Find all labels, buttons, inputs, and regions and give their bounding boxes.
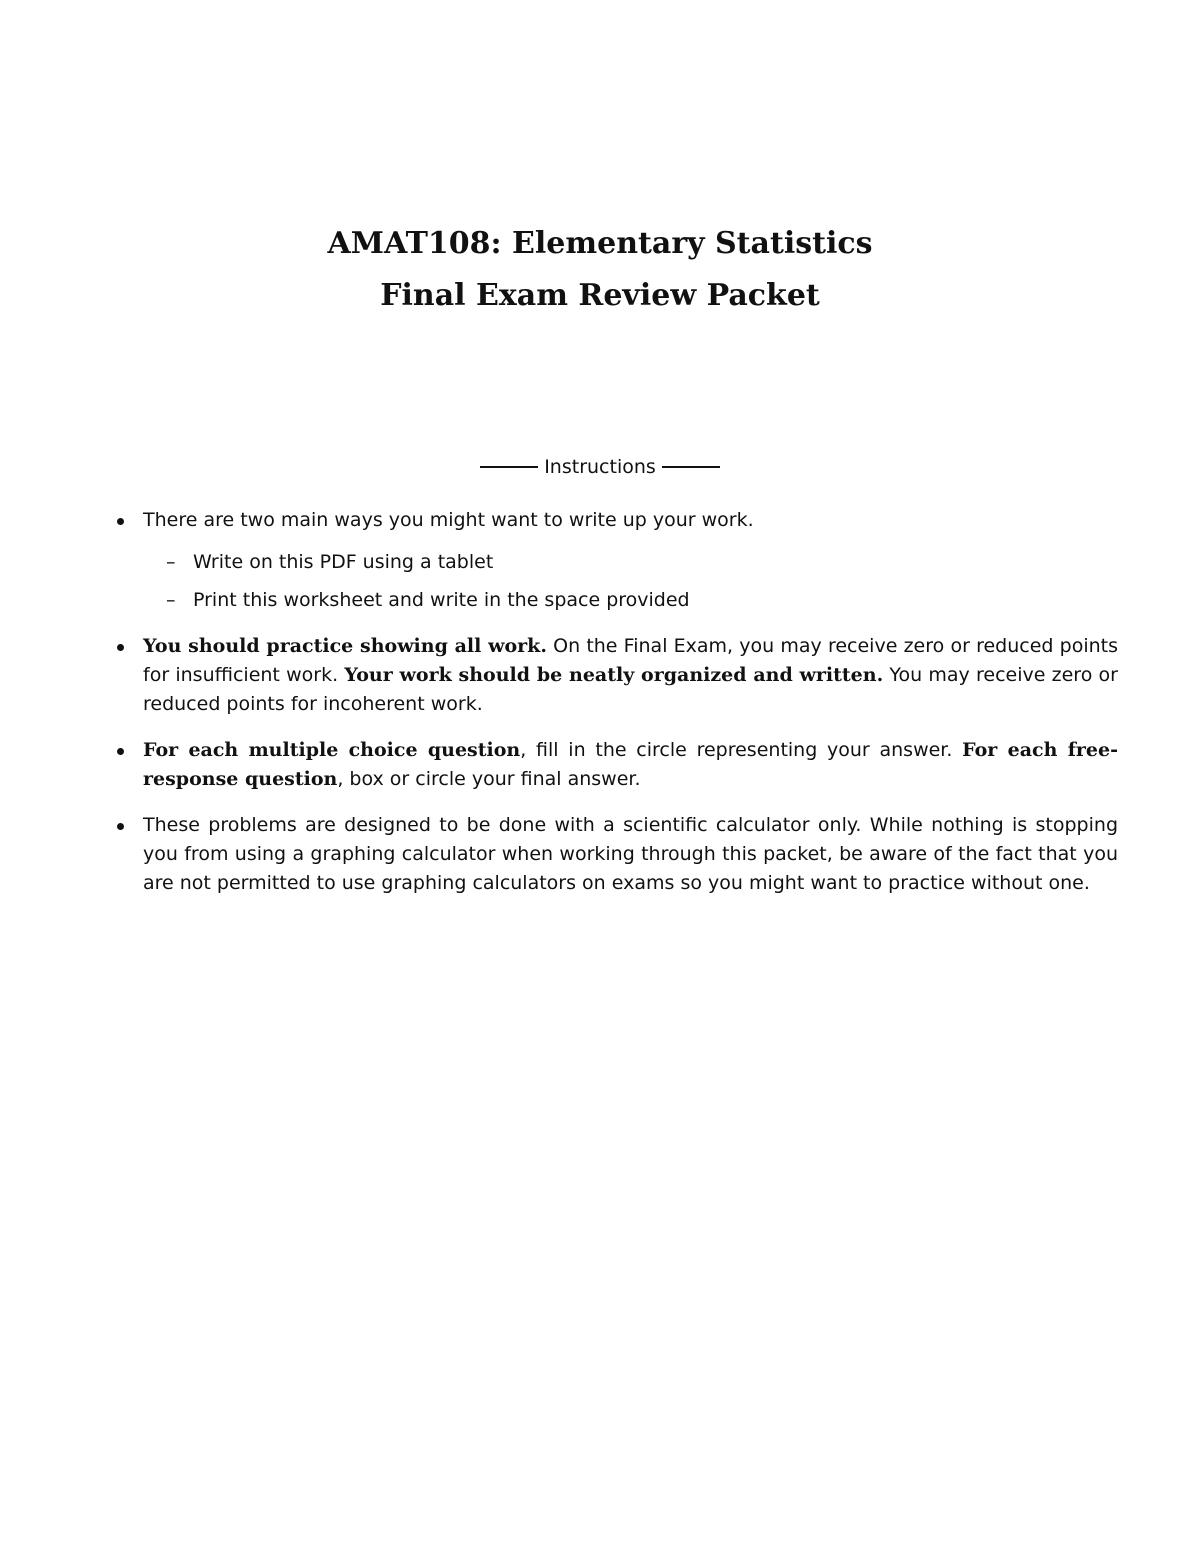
document-title: AMAT108: Elementary Statistics (327, 226, 873, 261)
heading-rule-right (662, 466, 720, 468)
instruction-bold: For each multiple choice question (143, 739, 521, 761)
dash-icon: – (166, 589, 176, 611)
sub-item-tablet (143, 548, 1118, 577)
instruction-item-show-work (112, 632, 1118, 719)
instructions-list (112, 506, 1118, 915)
dash-icon: – (166, 551, 176, 573)
instructions-heading-label: Instructions (544, 456, 656, 478)
instruction-bold: For each free-response question (143, 739, 1118, 790)
instruction-text: , box or circle your final answer. (337, 768, 641, 790)
instruction-text: You may receive zero or reduced points for incoherent work. (143, 664, 1118, 715)
instruction-item-calculator (112, 811, 1118, 898)
instruction-text: On the Final Exam, you may receive zero or reduced points for insufficient work. (143, 635, 1118, 686)
heading-rule-left (480, 466, 538, 468)
bullet-icon (117, 644, 124, 651)
bullet-icon (117, 748, 124, 755)
instruction-text: These problems are designed to be done with a scientific calculator only. While nothing is stopping you from using a graphing calculator when working through this packet, be aware of the fact that you are not permitted to use graphing calculators on exams so you might want to practice without one. (143, 814, 1118, 894)
instruction-bold: You should practice showing all work. (143, 635, 547, 657)
bullet-icon (117, 823, 124, 830)
instruction-item-answers (112, 736, 1118, 794)
sub-item-print (143, 586, 1118, 615)
instruction-bold: Your work should be neatly organized and written. (344, 664, 884, 686)
writeup-options-list (143, 548, 1118, 615)
instruction-item-writeup (112, 506, 1118, 615)
sub-item-text: Print this worksheet and write in the space provided (193, 589, 690, 611)
document-subtitle: Final Exam Review Packet (380, 278, 820, 313)
bullet-icon (117, 518, 124, 525)
instruction-text: , fill in the circle representing your answer. (520, 739, 963, 761)
instructions-heading (0, 455, 1200, 479)
instruction-text: There are two main ways you might want to write up your work. (143, 509, 754, 531)
sub-item-text: Write on this PDF using a tablet (193, 551, 494, 573)
